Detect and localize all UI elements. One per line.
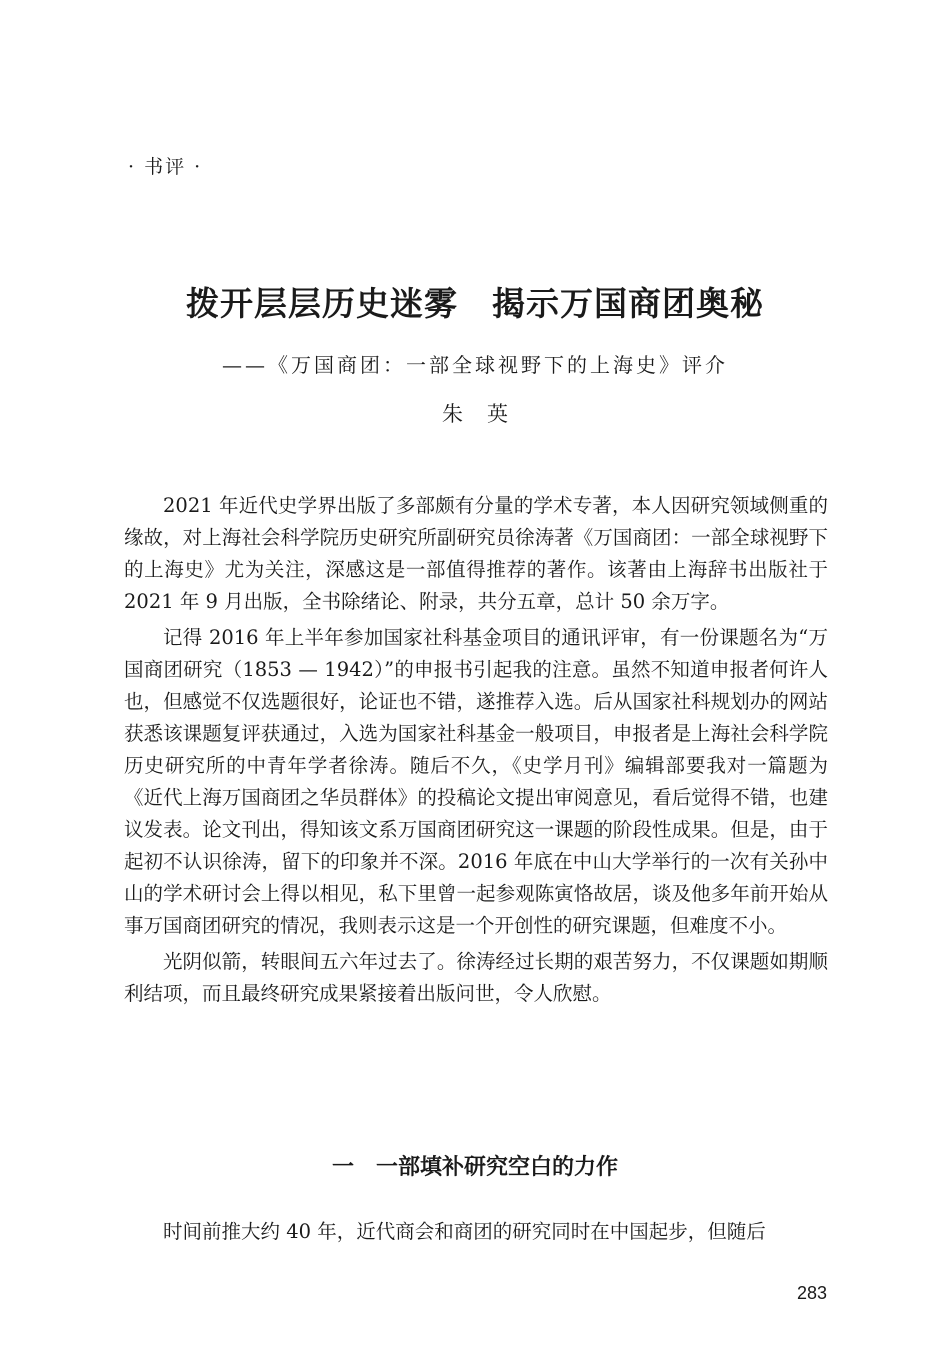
section-body — [124, 1216, 828, 1248]
body-paragraph: 时间前推大约 40 年，近代商会和商团的研究同时在中国起步，但随后 — [163, 1220, 766, 1243]
page-number: 283 — [796, 1283, 827, 1303]
author-name: 朱英 — [442, 402, 532, 426]
section-heading: 一 一部填补研究空白的力作 — [331, 1155, 618, 1180]
article-title: 拨开层层历史迷雾 揭示万国商团奥秘 — [186, 284, 764, 323]
article-body — [124, 490, 828, 1014]
column-tag: · 书评 · — [128, 156, 203, 178]
body-paragraph: 2021 年近代史学界出版了多部颇有分量的学术专著，本人因研究领域侧重的缘故，对上海社会科学院历史研究所副研究员徐涛著《万国商团：一部全球视野下的上海史》尤为关注，深感这是一部值得推荐的著作。该著由上海辞书出版社于 2021 年 9 月出版，全书除绪论、附录，共分五章，总计 50 余万字。 — [124, 494, 828, 613]
body-paragraph: 记得 2016 年上半年参加国家社科基金项目的通讯评审，有一份课题名为“万国商团研究（1853 — 1942）”的申报书引起我的注意。虽然不知道申报者何许人也，但感觉不仅选题很好，论证也不错，遂推荐入选。后从国家社科规划办的网站获悉该课题复评获通过，入选为国家社科基金一般项目，申报者是上海社会科学院历史研究所的中青年学者徐涛。随后不久，《史学月刊》编辑部要我对一篇题为《近代上海万国商团之华员群体》的投稿论文提出审阅意见，看后觉得不错，也建议发表。论文刊出，得知该文系万国商团研究这一课题的阶段性成果。但是，由于起初不认识徐涛，留下的印象并不深。2016 年底在中山大学举行的一次有关孙中山的学术研讨会上得以相见，私下里曾一起参观陈寅恪故居，谈及他多年前开始从事万国商团研究的情况，我则表示这是一个开创性的研究课题，但难度不小。 — [124, 626, 828, 937]
article-subtitle: ——《万国商团：一部全球视野下的上海史》评介 — [222, 353, 728, 377]
body-paragraph: 光阴似箭，转眼间五六年过去了。徐涛经过长期的艰苦努力，不仅课题如期顺利结项，而且最终研究成果紧接着出版问世，令人欣慰。 — [124, 950, 828, 1005]
